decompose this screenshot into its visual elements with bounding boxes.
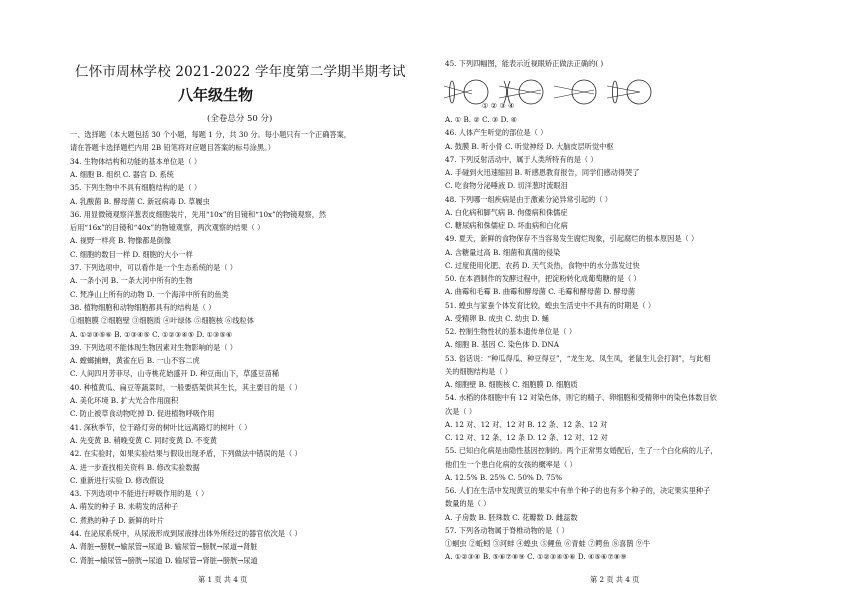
eye-diagrams — [442, 72, 662, 112]
question-line: 40. 种植黄瓜、扁豆等蔬菜时，一般要搭架供其生长，其主要目的是（ ） — [70, 382, 302, 392]
question-line: A. 进一步查找相关资料 B. 修改实验数据 — [70, 462, 200, 472]
question-line: 51. 蝗虫与家蚕个体发育比较，蝗虫生活史中不具有的时期是（ ） — [445, 300, 656, 310]
question-line: 他们生一个患白化病的女孩的概率是（ ） — [445, 459, 577, 469]
question-line: 56. 人们在生活中发现黄豆的果实中有单个种子的也有多个种子的，决定果实里种子 — [445, 486, 711, 495]
question-line: 55. 已知白化病是由隐性基因控制的。两个正常男女婚配后，生了一个白化病的儿子， — [445, 446, 718, 456]
question-line: C. 梵净山上所有的动物 D. 一个海洋中所有的鱼类 — [70, 289, 229, 299]
question-line: A. 受精卵 B. 成虫 C. 幼虫 D. 蛹 — [445, 313, 549, 323]
question-line: A. 乳酸菌 B. 酵母菌 C. 新冠病毒 D. 草履虫 — [70, 196, 210, 206]
page-footer-left: 第 1 页 共 4 页 — [198, 575, 248, 584]
question-line: 50. 在本酒制作的发酵过程中，把淀粉转化成葡萄糖的是（ ） — [445, 274, 641, 283]
question-line: C. 防止被草食动物吃掉 D. 促进植物呼吸作用 — [70, 409, 215, 419]
question-line: 一、选择题（本大题包括 30 个小题，每题 1 分，共 30 分。每小题只有一个正确答案， — [70, 130, 351, 139]
question-line: 42. 在实验时，如果实验结果与假设出现矛盾，下列做法中错误的是（ ） — [70, 449, 302, 459]
question-line: A. 手碰到火迅速缩回 B. 听感恩教育报告，同学们感动得哭了 — [445, 168, 640, 177]
subject-title: 八年级生物 — [178, 86, 254, 104]
question-line: A. 含糖量过高 B. 细菌和真菌的侵染 — [445, 247, 561, 257]
question-line: 关的细胞结构是（ ） — [445, 366, 512, 376]
question-line: A. 12.5% B. 25% C. 50% D. 75% — [445, 472, 563, 482]
question-line: C. 煮熟的种子 D. 新鲜的叶片 — [70, 515, 165, 525]
question-line: A. 细胞 B. 组织 C. 器官 D. 系统 — [70, 169, 174, 179]
question-line: C. 过度使用化肥、农药 D. 天气炎热，食物中的水分蒸发过快 — [445, 260, 640, 270]
question-line: 48. 下列哪一组疾病是由于激素分泌异常引起的（ ） — [445, 194, 612, 204]
question-line: A. 细胞 B. 基因 C. 染色体 D. DNA — [445, 340, 559, 350]
question-line: C. 糖尿病和侏儒症 D. 坏血病和白化病 — [445, 221, 568, 230]
question-line: 54. 水稻的体细胞中有 12 对染色体，则它的精子、卵细胞和受精卵中的染色体数目依 — [445, 393, 717, 403]
question-line: C. 吃食物分泌唾液 D. 切洋葱时流眼泪 — [445, 181, 568, 191]
question-line: A. 子房数 B. 胚珠数 C. 花瓣数 D. 雌蕊数 — [445, 512, 578, 522]
question-line: C. 重新进行实验 D. 修改假设 — [70, 475, 165, 485]
question-line: ①细胞膜 ②细胞壁 ③细胞质 ④叶绿体 ⑤细胞核 ⑥线粒体 — [70, 316, 254, 326]
question-line: 39. 下列选项不能体现生物因素对生物影响的是（ ） — [70, 342, 237, 352]
question-line: A. 先变黄 B. 稍晚变黄 C. 同时变黄 D. 不变黄 — [70, 435, 217, 445]
question-line: 47. 下列反射活动中，属于人类所特有的是（ ） — [445, 154, 598, 164]
question-line: A. 白化病和脚气病 B. 佝偻病和侏儒症 — [445, 207, 568, 217]
question-line: A. 曲霉和毛霉 B. 曲霉和酵母菌 C. 毛霉和酵母菌 D. 酵母菌 — [445, 287, 636, 297]
right-page — [430, 0, 860, 595]
question-line: 49. 夏天，新鲜的食物保存不当容易发生腐烂现象，引起腐烂的根本原因是（ ） — [445, 234, 699, 244]
question-line: 44. 在泌尿系统中，从尿液形成到尿液排出体外所经过的器官依次是（ ） — [70, 529, 302, 538]
question-line: 35. 下列生物中不具有细胞结构的是（ ） — [70, 183, 202, 193]
question-line: A. 肾脏→膀胱→输尿管→尿道 B. 输尿管→膀胱→尿道→肾脏 — [70, 542, 258, 552]
question-line: 43. 下列选项中不能进行呼吸作用的是（ ） — [70, 489, 209, 499]
question-line: C. 肾脏→输尿管→膀胱→尿道 D. 输尿管→肾脏→膀胱→尿道 — [70, 555, 258, 565]
question-line: 请在答题卡选择题栏内用 2B 铅笔将对应题目答案的标号涂黑。） — [70, 143, 275, 153]
question-line: A. 一条小河 B. 一条大河中所有的生物 — [70, 276, 193, 286]
question-line: 52. 控制生物性状的基本遗传单位是（ ） — [445, 327, 577, 336]
eye-diagram-labels: ① ② ③ ④ — [482, 101, 515, 110]
question-line: 57. 下列各动物属于脊椎动物的是（ ） — [445, 525, 569, 535]
question-line: 36. 用显微镜观察洋葱表皮细胞装片，先用“10x”的目镜和“10x”的物镜观察，然 — [70, 209, 327, 219]
eye-diagram-3 — [554, 80, 596, 104]
question-line: 次是（ ） — [445, 406, 477, 416]
question-line: A. ① B. ② C. ③ D. ④ — [445, 115, 518, 124]
question-line: A. 12 对、12 对、12 对 B. 12 条、12 条、12 对 — [445, 419, 608, 429]
question-line: ①蛔虫 ②蚯蚓 ③河蚌 ④蝗虫 ⑤鲤鱼 ⑥青蛙 ⑦鳄鱼 ⑧喜鹊 ⑨牛 — [445, 539, 651, 548]
question-line: A. 萌发的种子 B. 未萌发的活种子 — [70, 502, 179, 512]
question-line: A. 鼓膜 B. 听小骨 C. 听觉神经 D. 大脑皮层听觉中枢 — [445, 141, 614, 151]
question-line: 数量的是（ ） — [445, 499, 491, 509]
question-line: 46. 人体产生听觉的部位是（ ） — [445, 128, 548, 138]
question-line: A. 细胞壁 B. 细胞核 C. 细胞膜 D. 细胞质 — [445, 380, 578, 389]
question-line: C. 人间四月芳菲尽，山寺桃花始盛开 D. 种豆南山下，草盛豆苗稀 — [70, 369, 280, 379]
question-line: A. ①②③⑤⑥ B. ①③④⑤ C. ①②③④⑤ D. ①③⑤⑥ — [70, 329, 233, 339]
question-line: A. 视野一样亮 B. 物像都是倒像 — [70, 236, 171, 246]
question-line: 38. 植物细胞和动物细胞都具有的结构是（ ） — [70, 302, 216, 312]
page-footer-right: 第 2 页 共 4 页 — [590, 575, 640, 584]
question-line: 53. 俗话说：“种瓜得瓜、种豆得豆”，“龙生龙、凤生凤，老鼠生儿会打洞”，与此相 — [445, 353, 711, 363]
question-line: 45. 下列四幅图，能表示近视眼矫正做法正确的( ) — [445, 59, 604, 68]
total-score: (全卷总分 50 分) — [207, 114, 273, 124]
question-line: C. 细胞的数目一样 D. 细胞的大小一样 — [70, 249, 193, 259]
eye-diagram-4 — [607, 80, 651, 104]
question-line: A. ①②③④ B. ⑤⑥⑦⑧⑨ C. ①②③④⑤⑥ D. ④⑤⑥⑦⑧⑨ — [445, 552, 627, 562]
question-line: 41. 深秋季节，位于路灯旁的树叶比远离路灯的树叶（ ） — [70, 422, 252, 432]
question-line: A. 美化环境 B. 扩大光合作用面积 — [70, 396, 179, 405]
question-line: 37. 下列选项中，可以看作是一个生态系统的是（ ） — [70, 263, 237, 272]
question-line: A. 螳螂捕蝉，黄雀在后 B. 一山不容二虎 — [70, 356, 200, 366]
question-line: C. 12 对、12 条、12 条 D. 12 条、12 对、12 对 — [445, 433, 608, 442]
question-line: 34. 生物体结构和功能的基本单位是（ ） — [70, 156, 202, 166]
exam-title: 仁怀市周林学校 2021-2022 学年度第二学期半期考试 — [75, 64, 406, 80]
question-line: 后用“16x”的目镜和“40x”的物镜观察，两次观察的结果（ ） — [70, 223, 265, 233]
